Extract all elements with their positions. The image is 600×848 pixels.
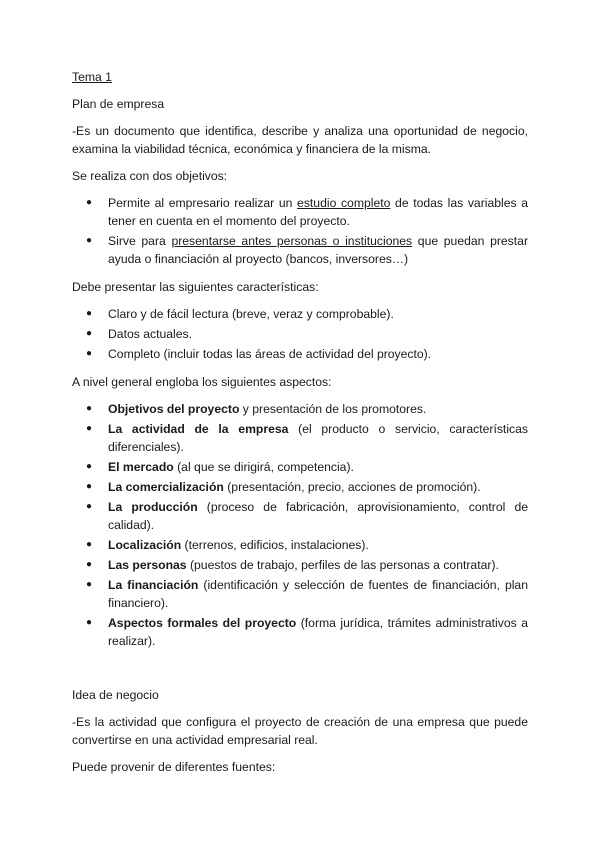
list-item: ● La actividad de la empresa (el producto o servicio, características diferenciales). bbox=[86, 422, 528, 454]
aspects-intro: A nivel general engloba los siguientes aspectos: bbox=[72, 375, 332, 389]
document-page bbox=[72, 68, 528, 785]
list-item: ● El mercado (al que se dirigirá, competencia). bbox=[86, 460, 354, 474]
bullet-icon: ● bbox=[86, 617, 93, 628]
bullet-icon: ● bbox=[86, 328, 93, 339]
list-item: ● Sirve para presentarse antes personas o instituciones que puedan prestar ayuda o financiación al proyecto (bancos, inversores…) bbox=[86, 234, 529, 266]
bullet-icon: ● bbox=[86, 579, 93, 590]
aspects-list bbox=[72, 400, 528, 650]
list-item: ● La comercialización (presentación, precio, acciones de promoción). bbox=[86, 480, 481, 494]
bullet-icon: ● bbox=[86, 348, 93, 359]
list-item: ● Aspectos formales del proyecto (forma jurídica, trámites administrativos a realizar). bbox=[86, 616, 528, 648]
bullet-icon: ● bbox=[86, 501, 93, 512]
objectives-list bbox=[72, 194, 528, 268]
bullet-icon: ● bbox=[86, 423, 93, 434]
list-item: ● Completo (incluir todas las áreas de actividad del proyecto). bbox=[86, 347, 432, 361]
list-item: ● Objetivos del proyecto y presentación de los promotores. bbox=[86, 402, 427, 416]
characteristics-intro: Debe presentar las siguientes características: bbox=[72, 280, 319, 294]
list-item: ● Permite al empresario realizar un estudio completo de todas las variables a tener en cuenta en el momento del proyecto. bbox=[86, 196, 529, 228]
list-item: ● Datos actuales. bbox=[86, 327, 193, 341]
objectives-intro: Se realiza con dos objetivos: bbox=[72, 169, 228, 183]
characteristics-list bbox=[72, 305, 528, 363]
section-spacer bbox=[72, 660, 528, 686]
bullet-icon: ● bbox=[86, 197, 93, 208]
bullet-icon: ● bbox=[86, 308, 93, 319]
list-item: ● Localización (terrenos, edificios, instalaciones). bbox=[86, 538, 369, 552]
list-item: ● Las personas (puestos de trabajo, perfiles de las personas a contratar). bbox=[86, 558, 499, 572]
bullet-icon: ● bbox=[86, 403, 93, 414]
list-item: ● La financiación (identificación y selección de fuentes de financiación, plan financiero). bbox=[86, 578, 528, 610]
sources-intro: Puede provenir de diferentes fuentes: bbox=[72, 760, 276, 774]
bullet-icon: ● bbox=[86, 461, 93, 472]
plan-definition: -Es un documento que identifica, describe y analiza una oportunidad de negocio, examina la viabilidad técnica, económica y financiera de la misma. bbox=[72, 124, 528, 156]
section-heading-plan: Plan de empresa bbox=[72, 97, 165, 111]
bullet-icon: ● bbox=[86, 235, 93, 246]
topic-title: Tema 1 bbox=[72, 70, 112, 84]
bullet-icon: ● bbox=[86, 559, 93, 570]
list-item: ● La producción (proceso de fabricación, aprovisionamiento, control de calidad). bbox=[86, 500, 529, 532]
list-item: ● Claro y de fácil lectura (breve, veraz y comprobable). bbox=[86, 307, 394, 321]
idea-definition: -Es la actividad que configura el proyecto de creación de una empresa que puede convertirse en una actividad empresarial real. bbox=[72, 715, 528, 747]
bullet-icon: ● bbox=[86, 481, 93, 492]
section-heading-idea: Idea de negocio bbox=[72, 688, 159, 702]
bullet-icon: ● bbox=[86, 539, 93, 550]
